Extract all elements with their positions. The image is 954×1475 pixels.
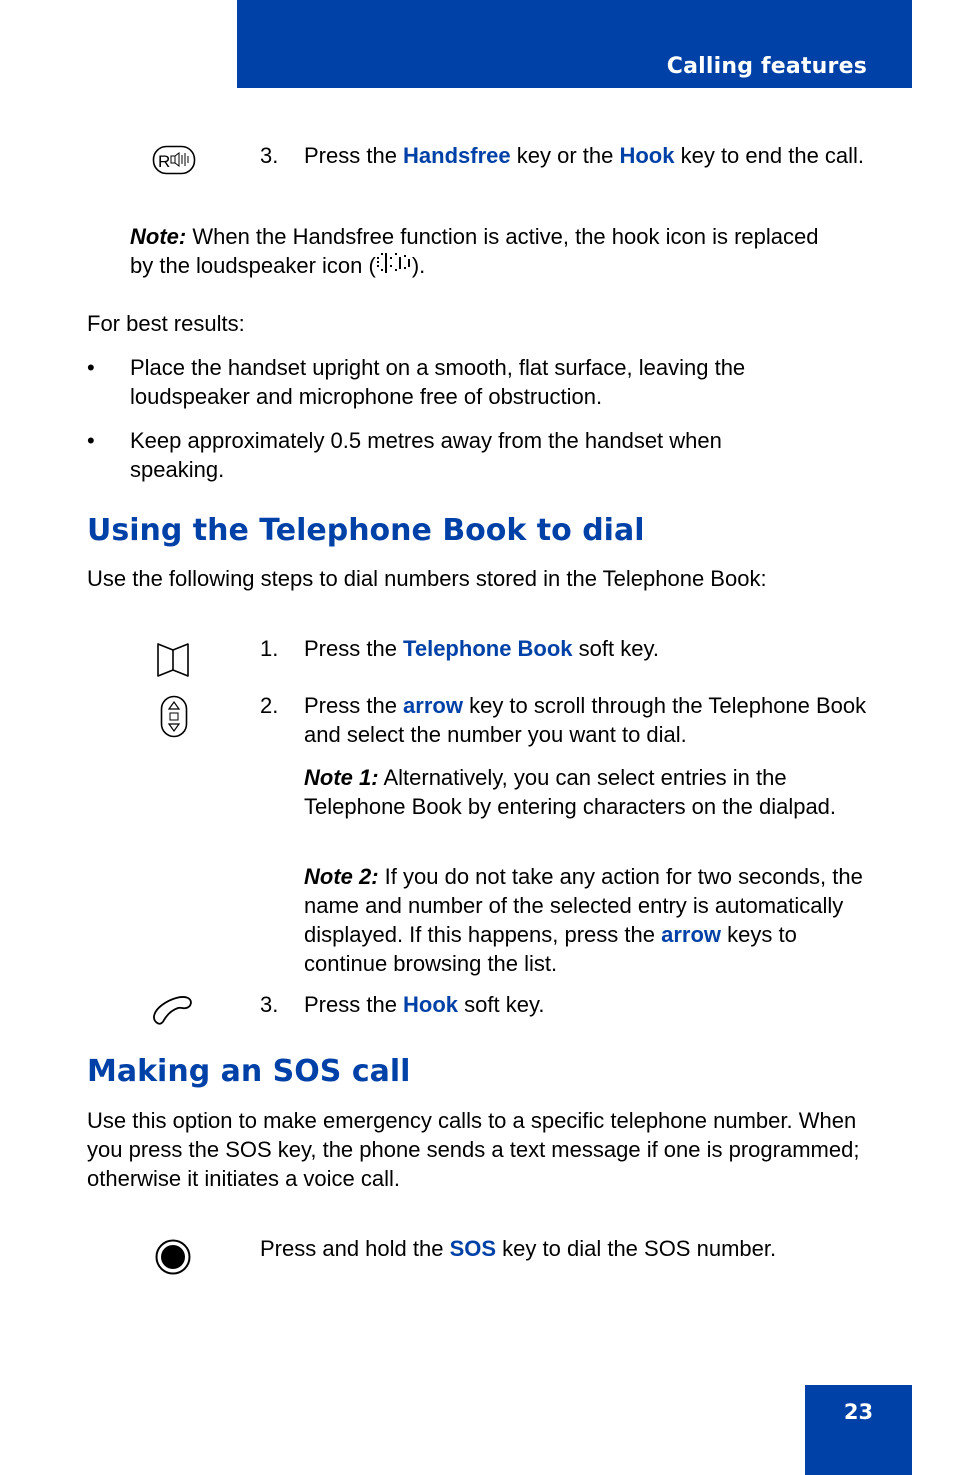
step-text	[260, 1234, 880, 1263]
text-run: key or the	[510, 143, 620, 168]
best-results-label: For best results:	[87, 311, 245, 336]
handsfree-key-icon	[152, 145, 196, 184]
note-1	[304, 763, 874, 821]
note-label: Note 1:	[304, 765, 379, 790]
note-label: Note:	[130, 224, 187, 249]
step-text	[304, 990, 879, 1019]
text-run: Press and hold the	[260, 1236, 450, 1261]
header-title: Calling features	[666, 54, 867, 79]
section-intro: Use this option to make emergency calls to a specific telephone number. When you press the SOS key, the phone sends a text message if one is programmed; otherwise it initiates a voice call.	[87, 1108, 860, 1191]
note-text: ).	[411, 253, 426, 278]
text-run: soft key.	[572, 636, 659, 661]
arrow-keyword: arrow	[661, 922, 722, 947]
step-number: 3.	[260, 143, 279, 168]
text-run: key to dial the SOS number.	[496, 1236, 777, 1261]
note	[130, 222, 820, 282]
step-number: 3.	[260, 992, 279, 1017]
section-intro: Use the following steps to dial numbers stored in the Telephone Book:	[87, 566, 767, 591]
loudspeaker-icon	[376, 251, 412, 282]
text-run: Press the	[304, 693, 404, 718]
step-text	[304, 691, 879, 749]
text-run: key to scroll through the Telephone Book and select the number you want to dial.	[304, 693, 867, 747]
bullet-text: Place the handset upright on a smooth, flat surface, leaving the loudspeaker and microphone free of obstruction.	[130, 355, 746, 409]
section-heading: Making an SOS call	[87, 1054, 411, 1089]
bullet-text: Keep approximately 0.5 metres away from the handset when speaking.	[130, 428, 722, 482]
svg-text:R: R	[158, 152, 171, 171]
text-run: Press the	[304, 992, 404, 1017]
note-label: Note 2:	[304, 864, 379, 889]
arrow-key-icon	[160, 695, 188, 746]
bullet-mark: •	[87, 428, 95, 453]
step-number: 1.	[260, 636, 279, 661]
bullet-mark: •	[87, 355, 95, 380]
hook-keyword: Hook	[619, 143, 675, 168]
hook-keyword: Hook	[403, 992, 459, 1017]
hook-icon	[150, 993, 196, 1036]
section-heading: Using the Telephone Book to dial	[87, 513, 645, 548]
note-2	[304, 862, 879, 978]
text-run: key to end the call.	[674, 143, 865, 168]
note-text: Alternatively, you can select entries in the Telephone Book by entering characters on the dialpad.	[304, 765, 837, 819]
text-run: Press the	[304, 636, 404, 661]
note-text: keys to continue browsing the list.	[304, 922, 797, 976]
page-number: 23	[843, 1400, 874, 1424]
note-text: When the Handsfree function is active, the hook icon is replaced by the loudspeaker icon (	[130, 224, 819, 278]
text-run: soft key.	[458, 992, 545, 1017]
step-text	[304, 634, 879, 663]
arrow-keyword: arrow	[403, 693, 463, 718]
handsfree-keyword: Handsfree	[403, 143, 511, 168]
telephone-book-keyword: Telephone Book	[403, 636, 573, 661]
sos-keyword: SOS	[449, 1236, 497, 1261]
telephone-book-icon	[156, 640, 190, 685]
sos-key-icon	[154, 1238, 192, 1283]
header-bar	[237, 0, 912, 88]
page-number-box	[805, 1385, 912, 1475]
note-text: If you do not take any action for two seconds, the name and number of the selected entry is automatically displayed. If this happens, press the	[304, 864, 863, 947]
step-number: 2.	[260, 693, 279, 718]
text-run: Press the	[304, 143, 404, 168]
step-text	[304, 141, 879, 170]
